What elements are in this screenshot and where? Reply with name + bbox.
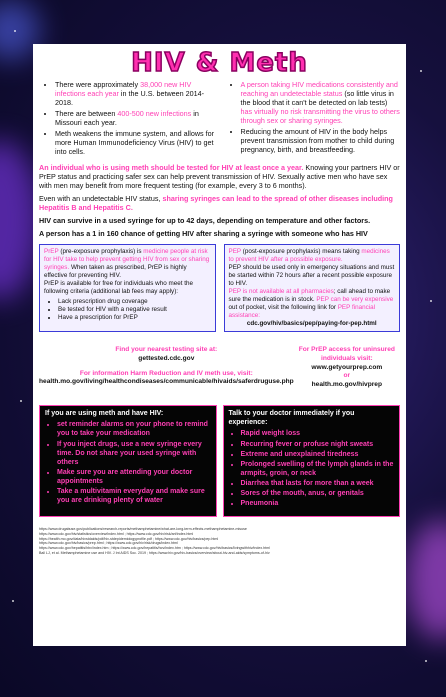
- tip-item: • If you inject drugs, use a new syringe every time. Do not share your used syringe with others: [57, 440, 211, 467]
- pep-financial-link[interactable]: cdc.gov/hiv/basics/pep/paying-for-pep.html: [246, 320, 377, 328]
- advice-panels: [39, 405, 400, 517]
- harm-reduction-link[interactable]: health.mo.gov/living/healthcondiseases/communicable/hivaids/saferdruguse.php: [39, 378, 294, 386]
- star-decoration: [420, 70, 422, 72]
- symptom-item: • Recurring fever or profuse night sweats: [241, 440, 395, 449]
- reference-item: Ball LJ, et al. Methamphetamine use and HIV. J Int AIDS Soc. 2019 ; https://www.hiv.gov/hiv-basics/overview/about-hiv-and-aids/symptoms-of-hiv: [39, 550, 270, 555]
- syringe-paragraph: Even with an undetectable HIV status, sharing syringes can lead to the spread of other diseases including Hepatitis B and Hepatitis C.: [39, 194, 393, 212]
- or-separator: or: [343, 372, 351, 380]
- tip-item: • set reminder alarms on your phone to remind you to take your medication: [57, 420, 211, 438]
- flyer-page: [33, 44, 406, 646]
- tip-item: • Take a multivitamin everyday and make sure you are drinking plenty of water: [57, 487, 211, 505]
- reference-item: https://www.cdc.gov/hiv/basics/prep.html ; https://www.cdc.gov/hiv/risk/drugs/index.html: [39, 541, 178, 546]
- star-decoration: [20, 400, 22, 402]
- symptoms-list: [229, 429, 395, 508]
- testing-site-heading: Find your nearest testing site at:: [115, 346, 218, 354]
- symptom-item: • Extreme and unexplained tiredness: [241, 450, 395, 459]
- syringe-survival-text: HIV can survive in a used syringe for up to 42 days, depending on temperature and other factors.: [39, 216, 371, 225]
- prep-access-heading: For PrEP access for uninsured individuals visit:: [298, 346, 395, 363]
- mo-hivprep-link[interactable]: health.mo.gov/hivprep: [311, 380, 382, 388]
- fact-item: • There are between 400-500 new infections in Missouri each year.: [55, 109, 215, 127]
- fact-item: • A person taking HIV medications consistently and reaching an undetectable status (so little virus in the blood that it can't be detected on lab tests) has virtually no risk transmitting the virus to others through sex or sharing syringes.: [241, 80, 401, 125]
- resources-left: [39, 346, 294, 389]
- testing-site-link[interactable]: gettested.cdc.gov: [138, 355, 195, 363]
- symptom-item: • Prolonged swelling of the lymph glands in the armpits, groin, or neck: [241, 460, 395, 478]
- symptom-item: • Diarrhea that lasts for more than a week: [241, 479, 395, 488]
- resources-right: [294, 346, 400, 389]
- prep-criteria-list: [44, 298, 211, 322]
- background-glow: [406, 520, 446, 640]
- references-list: [39, 527, 400, 555]
- facts-columns: [39, 80, 400, 158]
- facts-left-list: [39, 80, 215, 158]
- reference-item: https://www.cdc.gov/hepatitis/hbv/index.htm ; https://www.cdc.gov/hepatitis/hcv/index.htm ; https://www.cdc.gov/hiv/basics/livingwithhiv/index.html: [39, 545, 270, 550]
- getyourprep-link[interactable]: www.getyourprep.com: [311, 363, 383, 371]
- prep-definition: PrEP (pre-exposure prophylaxis) is medicine people at risk for HIV take to help prevent getting HIV from sex or sharing syringes. When taken as prescribed, PrEP is highly effective for preventing HIV.: [44, 248, 210, 280]
- star-decoration: [430, 300, 432, 302]
- prep-criteria-text: PrEP is available for free for individuals who meet the following criteria (additional lab fees may apply):: [44, 280, 193, 296]
- page-title: HIV & Meth: [131, 48, 308, 78]
- resources-section: [39, 346, 400, 389]
- tip-item: • Make sure you are attending your doctor appointments: [57, 468, 211, 486]
- reference-item: https://www.cdc.gov/hiv/statistics/overview/index.html ; https://www.cdc.gov/hiv/risk/art/index.html: [39, 531, 194, 536]
- meth-hiv-tips-panel: [39, 405, 217, 517]
- facts-right-list: [225, 80, 401, 158]
- testing-paragraph: An individual who is using meth should be tested for HIV at least once a year. Knowing your partners HIV or PrEP status and practicing safer sex can help prevent transmission of HIV. Sexually active men who have sex with men may benefit from more frequent testing (for example, every 3 to 6 months).: [39, 163, 400, 190]
- symptoms-heading: Talk to your doctor immediately if you experience:: [228, 410, 355, 427]
- harm-reduction-heading: For information Harm Reduction and IV meth use, visit:: [79, 369, 253, 377]
- pep-info-box: [224, 244, 401, 332]
- criteria-item: • Have a prescription for PrEP: [58, 314, 211, 322]
- pep-definition: PEP (post-exposure prophylaxis) means taking medicines to prevent HIV after a possible exposure.: [228, 248, 390, 264]
- prep-info-box: [39, 244, 216, 332]
- reference-item: https://www.drugabuse.gov/publications/research-reports/methamphetamine/what-are-long-term-effects-methamphetamine-misuse: [39, 527, 247, 532]
- star-decoration: [12, 600, 14, 602]
- pep-availability-text: PEP is not available at all pharmacies; call ahead to make sure the medication is in stock. PEP can be very expensive out of pocket, visit the following link for PEP financial assistance:: [228, 288, 394, 320]
- symptom-item: • Rapid weight loss: [241, 429, 395, 438]
- pep-usage-text: PEP should be used only in emergency situations and must be started within 72 hours after a recent possible exposure to HIV.: [228, 264, 395, 288]
- star-decoration: [425, 660, 427, 662]
- star-decoration: [14, 30, 16, 32]
- symptom-item: • Pneumonia: [241, 499, 395, 508]
- syringe-risk-text: A person has a 1 in 160 chance of getting HIV after sharing a syringe with someone who has HIV: [39, 229, 368, 238]
- fact-item: • Meth weakens the immune system, and allows for more Human Immunodeficiency Virus (HIV) to get into cells.: [55, 129, 215, 156]
- testing-paragraphs: [39, 163, 400, 238]
- criteria-item: • Lack prescription drug coverage: [58, 298, 211, 306]
- tips-list: [45, 420, 211, 505]
- symptoms-panel: [223, 405, 401, 517]
- fact-item: • There were approximately 38,000 new HIV infections each year in the U.S. between 2014-2018.: [55, 80, 215, 107]
- criteria-item: • Be tested for HIV with a negative result: [58, 306, 211, 314]
- prophylaxis-boxes: [39, 244, 400, 332]
- reference-item: https://health.mo.gov/data/hivstdaids/pdf/hiv-stdepidemiologyprofile.pdf ; https://www.cdc.gov/hiv/basics/pep.html: [39, 536, 219, 541]
- fact-item: • Reducing the amount of HIV in the body helps prevent transmission from mother to child during pregnancy, birth, and breastfeeding.: [241, 127, 401, 154]
- symptom-item: • Sores of the mouth, anus, or genitals: [241, 489, 395, 498]
- tips-heading: If you are using meth and have HIV:: [45, 410, 164, 418]
